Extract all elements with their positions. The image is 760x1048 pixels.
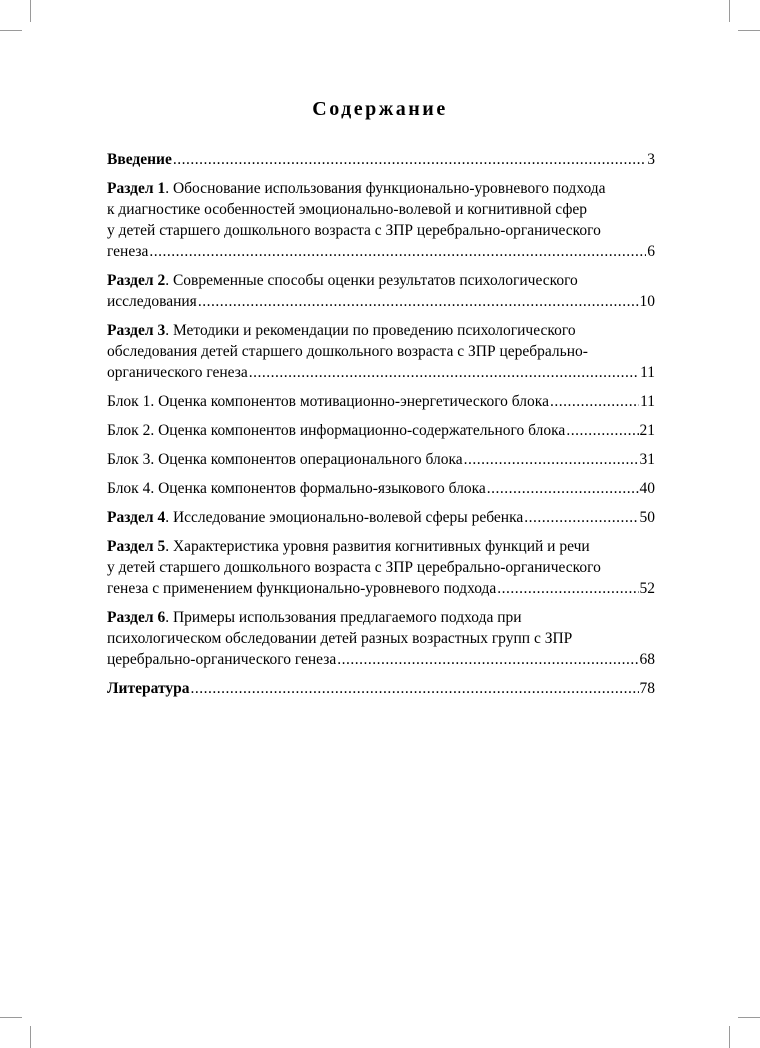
toc-entry-text bbox=[107, 322, 576, 339]
toc-entry-text bbox=[107, 478, 486, 499]
toc-entry-title: исследования bbox=[107, 293, 197, 310]
toc-entry-title: . Методики и рекомендации по проведению психологического bbox=[165, 322, 576, 339]
toc-entry-heading: Введение bbox=[107, 151, 172, 168]
toc-entry-line bbox=[107, 270, 655, 291]
toc-entry-text bbox=[107, 630, 572, 647]
toc-entry-title: церебрально-органического генеза bbox=[107, 651, 337, 668]
toc-entry-title: . Обоснование использования функционально-уровневого подхода bbox=[165, 180, 606, 197]
toc-entry-line bbox=[107, 557, 655, 578]
toc-entry-line bbox=[107, 478, 655, 499]
toc-entry-line bbox=[107, 320, 655, 341]
toc-entry-line bbox=[107, 649, 655, 670]
toc-entry-line bbox=[107, 678, 655, 699]
toc-entry-title: Блок 2. Оценка компонентов информационно-содержательного блока bbox=[107, 422, 566, 439]
toc-entry[interactable] bbox=[107, 536, 655, 599]
toc-entry[interactable] bbox=[107, 478, 655, 499]
toc-entry-text bbox=[107, 291, 197, 312]
toc-entry-title: Блок 3. Оценка компонентов операционального блока bbox=[107, 451, 463, 468]
toc-entry-line bbox=[107, 149, 655, 170]
toc-entry[interactable] bbox=[107, 149, 655, 170]
toc-page-number: 31 bbox=[639, 451, 655, 468]
toc-entry-line bbox=[107, 199, 655, 220]
toc-entry-text bbox=[107, 420, 565, 441]
toc-entry-text bbox=[107, 649, 336, 670]
toc-entry-line bbox=[107, 449, 655, 470]
toc-entry[interactable] bbox=[107, 678, 655, 699]
toc-entry-line bbox=[107, 241, 655, 262]
toc-page-number: 10 bbox=[639, 293, 655, 310]
toc-dot-leader bbox=[497, 578, 638, 599]
toc-entry-title: у детей старшего дошкольного возраста с ЗПР церебрально-органического bbox=[107, 559, 601, 576]
toc-entry-title: психологическом обследовании детей разных возрастных групп с ЗПР bbox=[107, 630, 573, 647]
toc-entry-line bbox=[107, 178, 655, 199]
toc-dot-leader bbox=[198, 291, 639, 312]
toc-entry-text bbox=[107, 449, 463, 470]
toc-entry-title: генеза с применением функционально-уровневого подхода bbox=[107, 580, 497, 597]
toc-dot-leader bbox=[487, 478, 639, 499]
toc-entry-title: . Примеры использования предлагаемого подхода при bbox=[165, 609, 522, 626]
toc-page-number: 40 bbox=[639, 480, 655, 497]
toc-entry-title: у детей старшего дошкольного возраста с ЗПР церебрально-органического bbox=[107, 222, 601, 239]
toc-entry[interactable] bbox=[107, 607, 655, 670]
toc-entry-heading: Раздел 2 bbox=[107, 272, 166, 289]
toc-entry-line bbox=[107, 536, 655, 557]
toc-entry-text bbox=[107, 241, 148, 262]
crop-mark bbox=[0, 30, 22, 31]
toc-page-number: 3 bbox=[647, 151, 655, 168]
toc-entry-title: Блок 4. Оценка компонентов формально-языкового блока bbox=[107, 480, 486, 497]
toc-entry[interactable] bbox=[107, 178, 655, 262]
toc-entry-line bbox=[107, 507, 655, 528]
toc-entry[interactable] bbox=[107, 449, 655, 470]
toc-entry[interactable] bbox=[107, 270, 655, 312]
toc-entry-line bbox=[107, 220, 655, 241]
toc-entry-line bbox=[107, 578, 655, 599]
toc-entry-text bbox=[107, 609, 522, 626]
toc-entry-text bbox=[107, 222, 601, 239]
toc-entry-heading: Раздел 5 bbox=[107, 538, 166, 555]
toc-entry-line bbox=[107, 291, 655, 312]
toc-dot-leader bbox=[550, 391, 639, 412]
toc-entry-line bbox=[107, 628, 655, 649]
toc-entry-text bbox=[107, 343, 588, 360]
toc-page-number: 11 bbox=[640, 364, 655, 381]
toc-entry-text bbox=[107, 149, 172, 170]
page-title: Содержание bbox=[312, 98, 448, 120]
toc-entry-text bbox=[107, 559, 601, 576]
crop-mark bbox=[729, 1026, 730, 1048]
crop-mark bbox=[729, 0, 730, 22]
toc-entry-title: . Характеристика уровня развития когнитивных функций и речи bbox=[165, 538, 590, 555]
toc-entry-text bbox=[107, 391, 549, 412]
toc-entry-line bbox=[107, 607, 655, 628]
toc-dot-leader bbox=[249, 362, 639, 383]
toc-entry-text bbox=[107, 578, 496, 599]
toc-entry[interactable] bbox=[107, 507, 655, 528]
toc-entry-line bbox=[107, 420, 655, 441]
toc-entry-text bbox=[107, 180, 606, 197]
toc-page-number: 6 bbox=[647, 243, 655, 260]
toc-entry-line bbox=[107, 362, 655, 383]
toc-dot-leader bbox=[149, 241, 646, 262]
toc-page-number: 21 bbox=[639, 422, 655, 439]
toc-entry-text bbox=[107, 362, 248, 383]
toc-page-number: 68 bbox=[639, 651, 655, 668]
toc-entry-title: к диагностике особенностей эмоционально-волевой и когнитивной сфер bbox=[107, 201, 588, 218]
toc-entry-title: . Современные способы оценки результатов психологического bbox=[165, 272, 578, 289]
toc-entry-text bbox=[107, 538, 590, 555]
toc-dot-leader bbox=[524, 507, 638, 528]
crop-mark bbox=[30, 1026, 31, 1048]
toc-dot-leader bbox=[190, 678, 638, 699]
toc-entry-title: Блок 1. Оценка компонентов мотивационно-энергетического блока bbox=[107, 393, 549, 410]
crop-mark bbox=[30, 0, 31, 22]
toc-entry-text bbox=[107, 678, 189, 699]
toc-entry-heading: Раздел 3 bbox=[107, 322, 166, 339]
toc-entry-text bbox=[107, 201, 587, 218]
toc-entry-line bbox=[107, 391, 655, 412]
toc-entry-heading: Раздел 4 bbox=[107, 509, 166, 526]
toc-dot-leader bbox=[566, 420, 638, 441]
toc-entry-text bbox=[107, 272, 578, 289]
toc-entry-title: генеза bbox=[107, 243, 149, 260]
toc-entry-title: органического генеза bbox=[107, 364, 248, 381]
crop-mark bbox=[738, 1017, 760, 1018]
table-of-contents bbox=[107, 149, 655, 707]
toc-page-number: 52 bbox=[639, 580, 655, 597]
toc-entry-title: . Исследование эмоционально-волевой сферы ребенка bbox=[165, 509, 524, 526]
crop-mark bbox=[0, 1017, 22, 1018]
toc-dot-leader bbox=[464, 449, 639, 470]
toc-entry[interactable] bbox=[107, 391, 655, 412]
toc-entry-text bbox=[107, 507, 523, 528]
toc-entry-heading: Раздел 1 bbox=[107, 180, 166, 197]
toc-entry-title: обследования детей старшего дошкольного возраста с ЗПР церебрально- bbox=[107, 343, 588, 360]
toc-page-number: 11 bbox=[640, 393, 655, 410]
crop-mark bbox=[738, 30, 760, 31]
toc-entry-line bbox=[107, 341, 655, 362]
toc-entry[interactable] bbox=[107, 320, 655, 383]
toc-entry-heading: Литература bbox=[107, 680, 190, 697]
toc-page-number: 78 bbox=[639, 680, 655, 697]
toc-dot-leader bbox=[173, 149, 646, 170]
toc-entry[interactable] bbox=[107, 420, 655, 441]
toc-page-number: 50 bbox=[639, 509, 655, 526]
toc-entry-heading: Раздел 6 bbox=[107, 609, 166, 626]
toc-dot-leader bbox=[337, 649, 638, 670]
